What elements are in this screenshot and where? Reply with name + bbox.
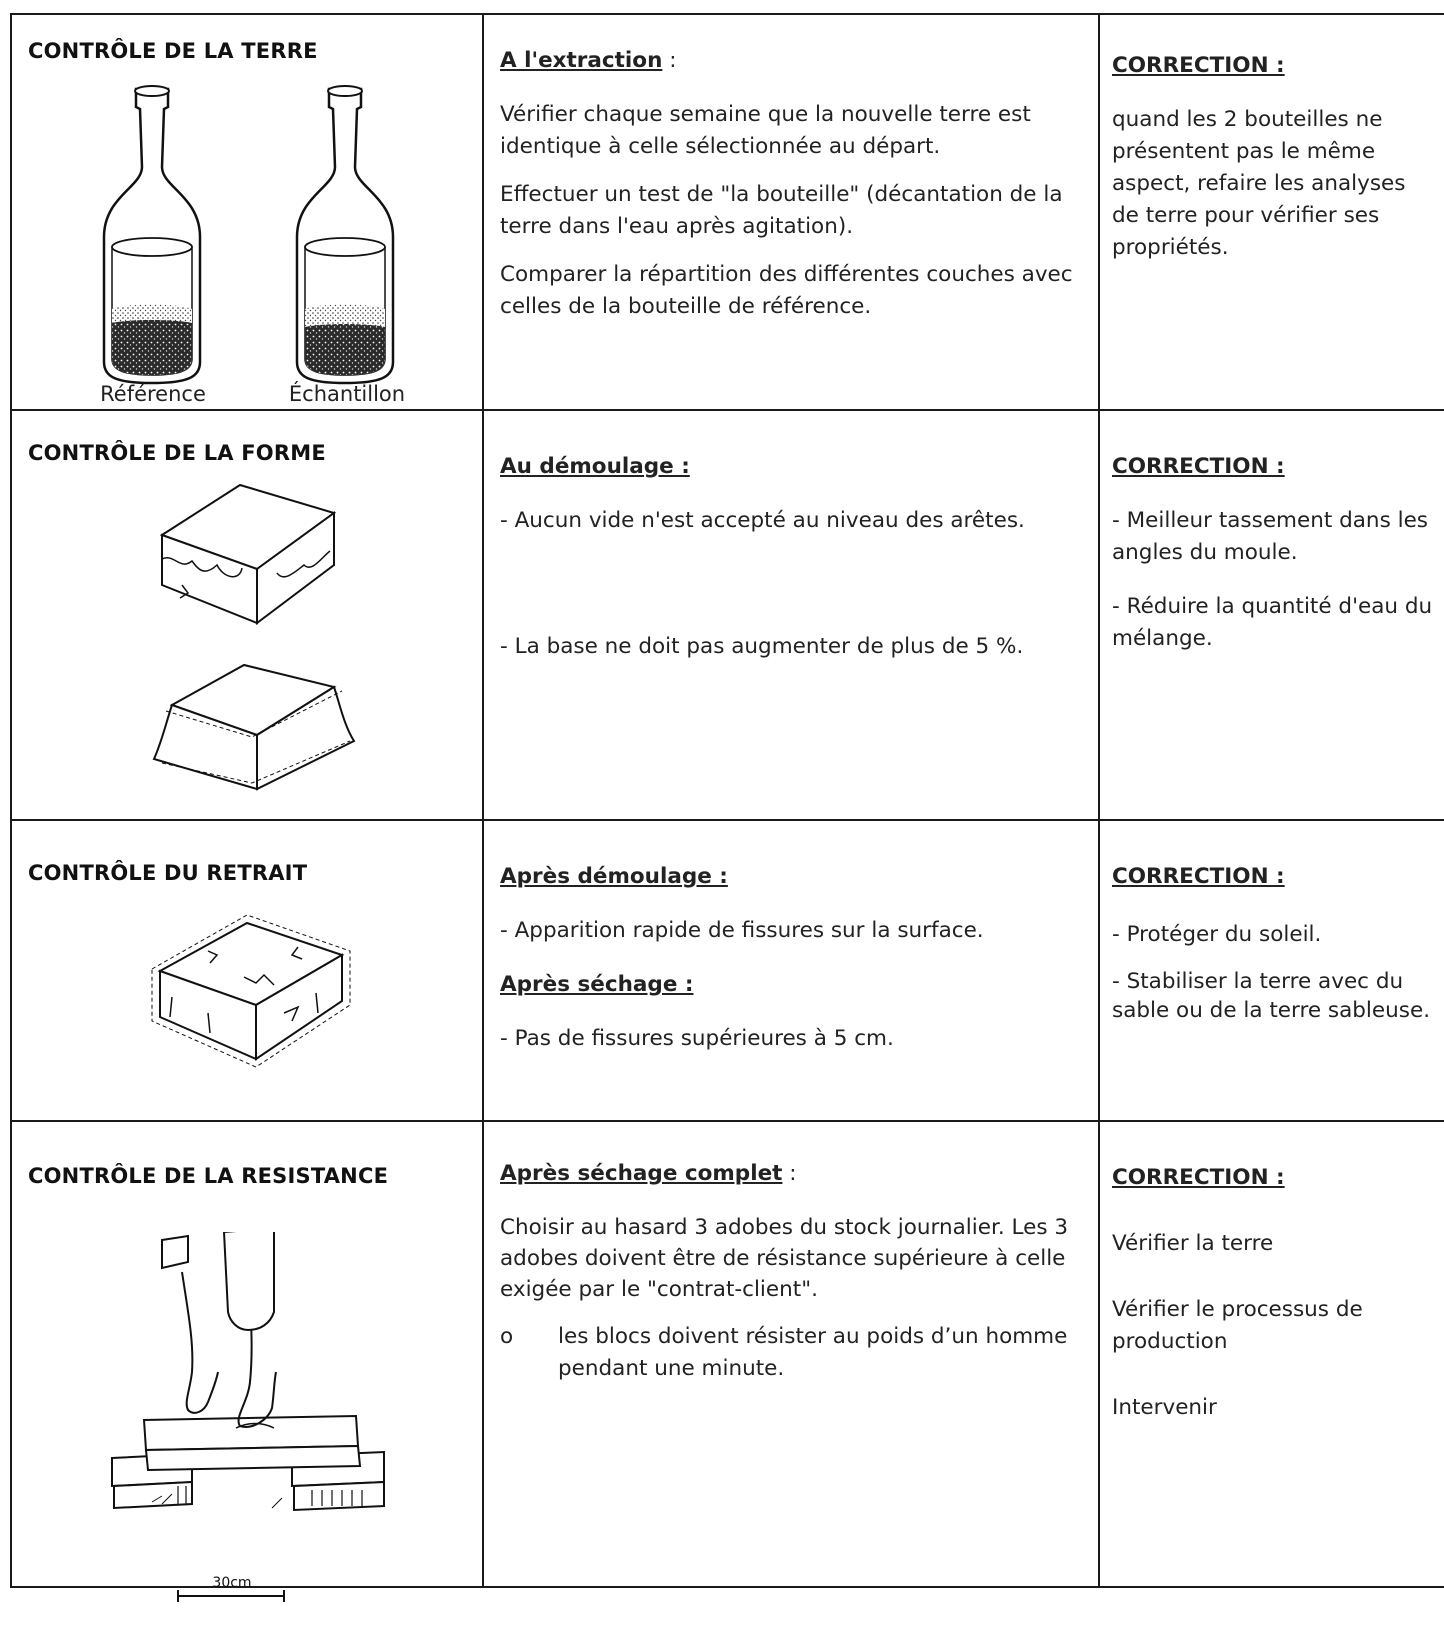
bullet-text: les blocs doivent résister au poids d’un homme pendant une minute. — [558, 1324, 1068, 1381]
correction-paragraph: Vérifier le processus de production — [1112, 1297, 1363, 1354]
cell-control-forme — [11, 410, 483, 820]
check-paragraph: - La base ne doit pas augmenter de plus de 5 %. — [500, 634, 1024, 659]
correction-paragraph: - Stabiliser la terre avec du sable ou de la terre sableuse. — [1112, 969, 1431, 1023]
reference-bottle — [104, 86, 200, 383]
correction-text — [1112, 50, 1438, 264]
resistance-test-illustration — [12, 1232, 482, 1632]
row-resistance — [11, 1121, 1444, 1587]
correction-paragraph: Vérifier la terre — [1112, 1231, 1274, 1256]
check-header: Après démoulage : — [500, 864, 728, 889]
cell-control-terre — [11, 14, 483, 410]
check-paragraph: Effectuer un test de "la bouteille" (décantation de la terre dans l'eau après agitation). — [500, 182, 1063, 239]
check-header-suffix: : — [782, 1161, 797, 1186]
correction-text — [1112, 1162, 1438, 1424]
check-text — [500, 861, 1088, 1055]
cell-correction-forme — [1099, 410, 1444, 820]
correction-paragraph: - Meilleur tassement dans les angles du moule. — [1112, 508, 1429, 565]
check-text — [500, 45, 1088, 323]
check-header: Au démoulage : — [500, 454, 690, 479]
bullet-item — [500, 1321, 1088, 1385]
cell-control-resistance — [11, 1121, 483, 1591]
cell-check-terre — [483, 14, 1099, 410]
check-text-2 — [500, 631, 1088, 663]
check-paragraph: - Aucun vide n'est accepté au niveau des arêtes. — [500, 508, 1025, 533]
check-header-suffix: : — [662, 48, 677, 73]
check-paragraph: Choisir au hasard 3 adobes du stock journalier. Les 3 adobes doivent être de résistance supérieure à celle exigée par le "contrat-client". — [500, 1215, 1069, 1302]
cell-check-retrait — [483, 820, 1099, 1121]
check-header: A l'extraction — [500, 48, 663, 73]
block-with-voids — [162, 485, 334, 623]
bullet-marker: o — [500, 1324, 514, 1349]
block-with-spread-base — [154, 665, 354, 789]
check-paragraph: - Pas de fissures supérieures à 5 cm. — [500, 1026, 894, 1051]
cell-control-retrait — [11, 820, 483, 1121]
check-header: Après séchage complet — [500, 1161, 783, 1186]
correction-paragraph: - Protéger du soleil. — [1112, 922, 1322, 947]
check-text — [500, 1158, 1088, 1385]
row-title: CONTRÔLE DE LA FORME — [28, 441, 326, 465]
correction-header: CORRECTION : — [1112, 53, 1285, 78]
scale-label: 30cm — [212, 1575, 252, 1591]
check-paragraph: Comparer la répartition des différentes couches avec celles de la bouteille de référence. — [500, 262, 1073, 319]
row-retrait — [11, 820, 1444, 1121]
check-paragraph: Vérifier chaque semaine que la nouvelle terre est identique à celle sélectionnée au départ. — [500, 102, 1031, 159]
correction-header: CORRECTION : — [1112, 1165, 1285, 1190]
row-title: CONTRÔLE DU RETRAIT — [28, 861, 308, 885]
correction-header: CORRECTION : — [1112, 864, 1285, 889]
row-title: CONTRÔLE DE LA TERRE — [28, 39, 318, 63]
check-header-2: Après séchage : — [500, 972, 694, 997]
bottle-test-illustration — [12, 77, 482, 407]
cell-check-forme — [483, 410, 1099, 820]
sample-label: Échantillon — [288, 382, 406, 406]
quality-control-table — [10, 13, 1444, 1591]
check-text — [500, 451, 1088, 537]
correction-paragraph: - Réduire la quantité d'eau du mélange. — [1112, 594, 1433, 651]
sample-bottle — [297, 86, 393, 383]
row-forme — [11, 410, 1444, 820]
cell-correction-resistance — [1099, 1121, 1444, 1587]
cell-correction-terre — [1099, 14, 1444, 410]
block-shape-illustration — [12, 473, 482, 813]
row-title: CONTRÔLE DE LA RESISTANCE — [28, 1164, 389, 1188]
cell-correction-retrait — [1099, 820, 1444, 1121]
correction-paragraph: quand les 2 bouteilles ne présentent pas le même aspect, refaire les analyses de terre pour vérifier ses propriétés. — [1112, 107, 1406, 260]
correction-text — [1112, 451, 1438, 655]
correction-paragraph: Intervenir — [1112, 1395, 1217, 1420]
cell-check-resistance — [483, 1121, 1099, 1587]
row-terre — [11, 14, 1444, 410]
shrinkage-cracks-illustration — [12, 893, 482, 1113]
correction-header: CORRECTION : — [1112, 454, 1285, 479]
correction-text — [1112, 861, 1438, 1025]
check-paragraph: - Apparition rapide de fissures sur la surface. — [500, 918, 984, 943]
reference-label: Référence — [100, 382, 206, 406]
